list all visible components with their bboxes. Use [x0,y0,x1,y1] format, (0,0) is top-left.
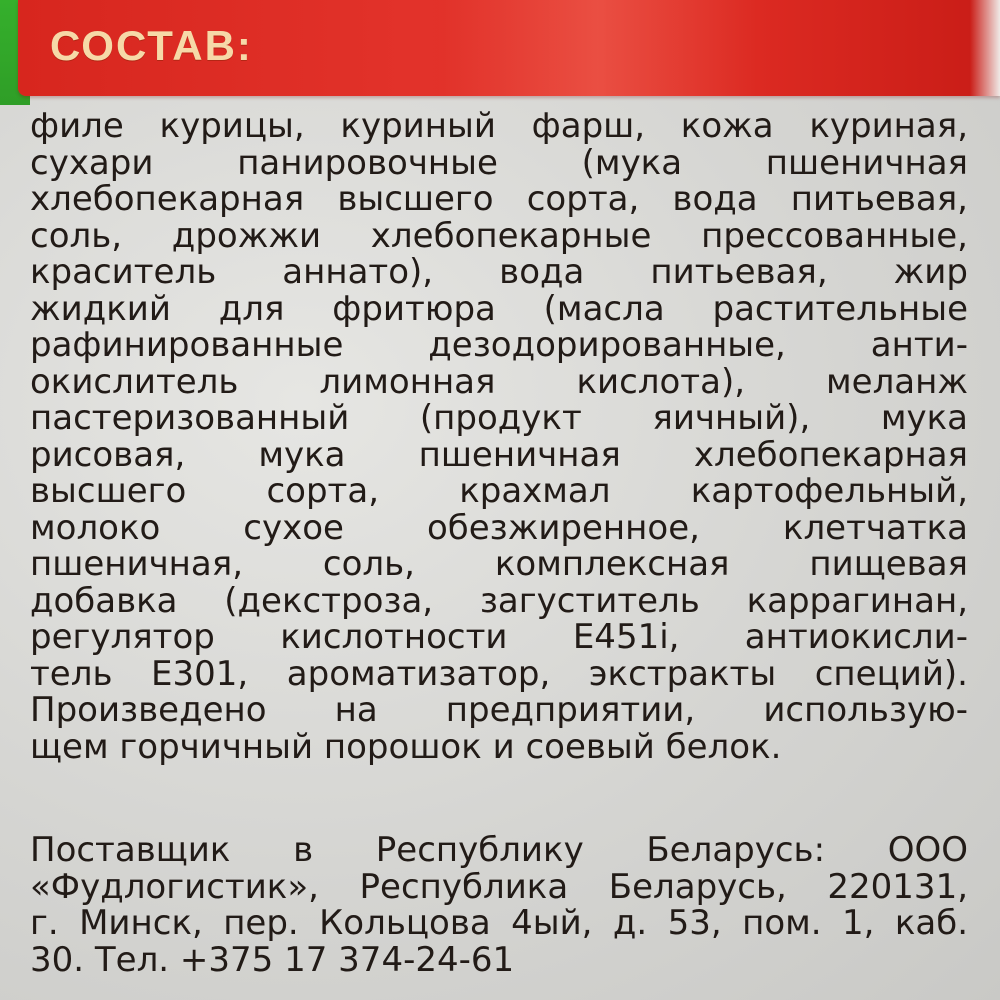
ingredients-line: тель Е301, ароматизатор, экстракты специй). [30,653,968,694]
ingredients-line: высшего сорта, крахмал картофельный, [30,471,969,511]
ingredients-line: Произведено на предприятии, использую- [30,690,968,730]
ingredients-line: краситель аннато), вода питьевая, жир [30,252,968,292]
ingredients-line: рафинированные дезодорированные, анти- [30,325,968,365]
supplier-line: «Фудлогистик», Республика Беларусь, 220131, [30,866,969,907]
ingredients-line: жидкий для фритюра (масла растительные [30,288,968,329]
supplier-line: г. Минск, пер. Кольцова 4ый, д. 53, пом. 1, каб. [30,903,969,943]
composition-heading: СОСТАВ: [50,22,253,69]
ingredients-line: регулятор кислотности Е451i, антиокисли- [30,617,968,657]
ingredients-line: добавка (декстроза, загуститель каррагинан, [30,580,968,621]
ingredients-line: филе курицы, куриный фарш, кожа куриная, [30,106,969,146]
ingredients-line: щем горчичный порошок и соевый белок. [30,726,782,767]
ingredients-line: пшеничная, соль, комплексная пищевая [30,544,969,584]
supplier-line: Поставщик в Республику Беларусь: ООО [30,830,969,870]
supplier-line: 30. Тел. +375 17 374-24-61 [30,939,515,980]
ingredients-line: рисовая, мука пшеничная хлебопекарная [30,434,969,475]
banner-sheen [438,0,758,96]
ingredients-text [30,108,968,765]
ingredients-line: сухари панировочные (мука пшеничная [30,142,968,183]
banner-corner [970,0,1000,96]
ingredients-line: окислитель лимонная кислота), меланж [30,361,969,402]
ingredients-line: пастеризованный (продукт яичный), мука [30,398,969,438]
supplier-info [30,832,968,978]
ingredients-line: хлебопекарная высшего сорта, вода питьевая, [30,179,968,219]
ingredients-line: соль, дрожжи хлебопекарные прессованные, [30,215,968,256]
ingredients-line: молоко сухое обезжиренное, клетчатка [30,507,968,548]
